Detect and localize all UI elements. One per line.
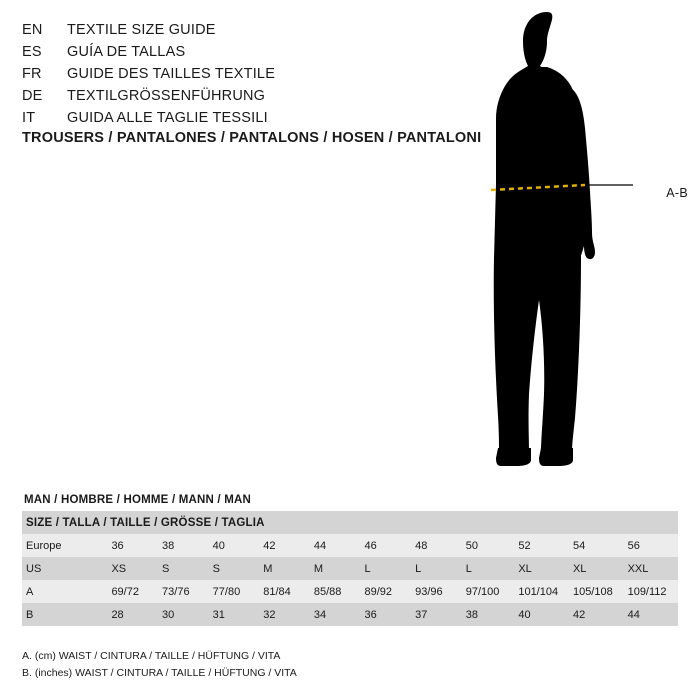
table-row	[22, 534, 678, 557]
cell-us-1: S	[158, 557, 209, 580]
language-code-fr: FR	[22, 66, 42, 82]
cell-europe-1: 38	[158, 534, 209, 557]
footnote-a: A. (cm) WAIST / CINTURA / TAILLE / HÜFTUNG / VITA	[22, 650, 281, 662]
row-label-a: A	[22, 580, 107, 603]
language-row-it	[22, 110, 452, 132]
language-code-de: DE	[22, 88, 43, 104]
footnotes	[22, 648, 297, 682]
cell-us-4: M	[310, 557, 361, 580]
cell-europe-4: 44	[310, 534, 361, 557]
cell-b-5: 36	[360, 603, 411, 626]
cell-us-6: L	[411, 557, 462, 580]
cell-a-1: 73/76	[158, 580, 209, 603]
cell-b-2: 31	[209, 603, 260, 626]
language-text-it: GUIDA ALLE TAGLIE TESSILI	[67, 110, 268, 126]
table-row	[22, 603, 678, 626]
cell-us-9: XL	[569, 557, 624, 580]
language-code-it: IT	[22, 110, 36, 126]
cell-europe-0: 36	[107, 534, 158, 557]
cell-b-4: 34	[310, 603, 361, 626]
language-row-es	[22, 44, 452, 66]
language-text-en: TEXTILE SIZE GUIDE	[67, 22, 216, 38]
size-header-cell: SIZE / TALLA / TAILLE / GRÖSSE / TAGLIA	[22, 511, 678, 534]
language-text-es: GUÍA DE TALLAS	[67, 44, 186, 60]
cell-a-7: 97/100	[462, 580, 515, 603]
footnote-b: B. (inches) WAIST / CINTURA / TAILLE / HÜFTUNG / VITA	[22, 667, 297, 679]
male-silhouette-icon	[455, 8, 690, 478]
cell-a-8: 101/104	[514, 580, 569, 603]
table-group-header: MAN / HOMBRE / HOMME / MANN / MAN	[24, 494, 252, 506]
cell-us-3: M	[259, 557, 310, 580]
cell-a-0: 69/72	[107, 580, 158, 603]
cell-b-9: 42	[569, 603, 624, 626]
table-row-size-header	[22, 511, 678, 534]
cell-a-6: 93/96	[411, 580, 462, 603]
mannequin-figure	[455, 8, 690, 478]
cell-a-4: 85/88	[310, 580, 361, 603]
cell-b-8: 40	[514, 603, 569, 626]
language-row-fr	[22, 66, 452, 88]
table-row	[22, 580, 678, 603]
cell-b-7: 38	[462, 603, 515, 626]
language-row-de	[22, 88, 452, 110]
size-table-area	[22, 492, 678, 626]
language-header-block	[22, 22, 452, 132]
measure-label-ab: A-B	[666, 186, 688, 200]
cell-us-5: L	[360, 557, 411, 580]
cell-b-3: 32	[259, 603, 310, 626]
garment-type-title: TROUSERS / PANTALONES / PANTALONS / HOSEN / PANTALONI	[22, 130, 482, 146]
cell-b-0: 28	[107, 603, 158, 626]
language-row-en	[22, 22, 452, 44]
cell-europe-10: 56	[624, 534, 678, 557]
cell-europe-3: 42	[259, 534, 310, 557]
table-row	[22, 557, 678, 580]
cell-europe-6: 48	[411, 534, 462, 557]
cell-us-0: XS	[107, 557, 158, 580]
language-text-fr: GUIDE DES TAILLES TEXTILE	[67, 66, 276, 82]
language-text-de: TEXTILGRÖSSENFÜHRUNG	[67, 88, 266, 104]
cell-a-2: 77/80	[209, 580, 260, 603]
cell-us-8: XL	[514, 557, 569, 580]
language-code-es: ES	[22, 44, 42, 60]
cell-europe-5: 46	[360, 534, 411, 557]
row-label-europe: Europe	[22, 534, 107, 557]
row-label-b: B	[22, 603, 107, 626]
cell-a-5: 89/92	[360, 580, 411, 603]
row-label-us: US	[22, 557, 107, 580]
cell-europe-7: 50	[462, 534, 515, 557]
cell-us-2: S	[209, 557, 260, 580]
cell-us-10: XXL	[624, 557, 678, 580]
language-code-en: EN	[22, 22, 43, 38]
cell-europe-8: 52	[514, 534, 569, 557]
cell-europe-9: 54	[569, 534, 624, 557]
cell-europe-2: 40	[209, 534, 260, 557]
cell-us-7: L	[462, 557, 515, 580]
cell-b-6: 37	[411, 603, 462, 626]
cell-b-1: 30	[158, 603, 209, 626]
cell-a-9: 105/108	[569, 580, 624, 603]
size-table	[22, 511, 678, 626]
cell-b-10: 44	[624, 603, 678, 626]
cell-a-3: 81/84	[259, 580, 310, 603]
cell-a-10: 109/112	[624, 580, 678, 603]
